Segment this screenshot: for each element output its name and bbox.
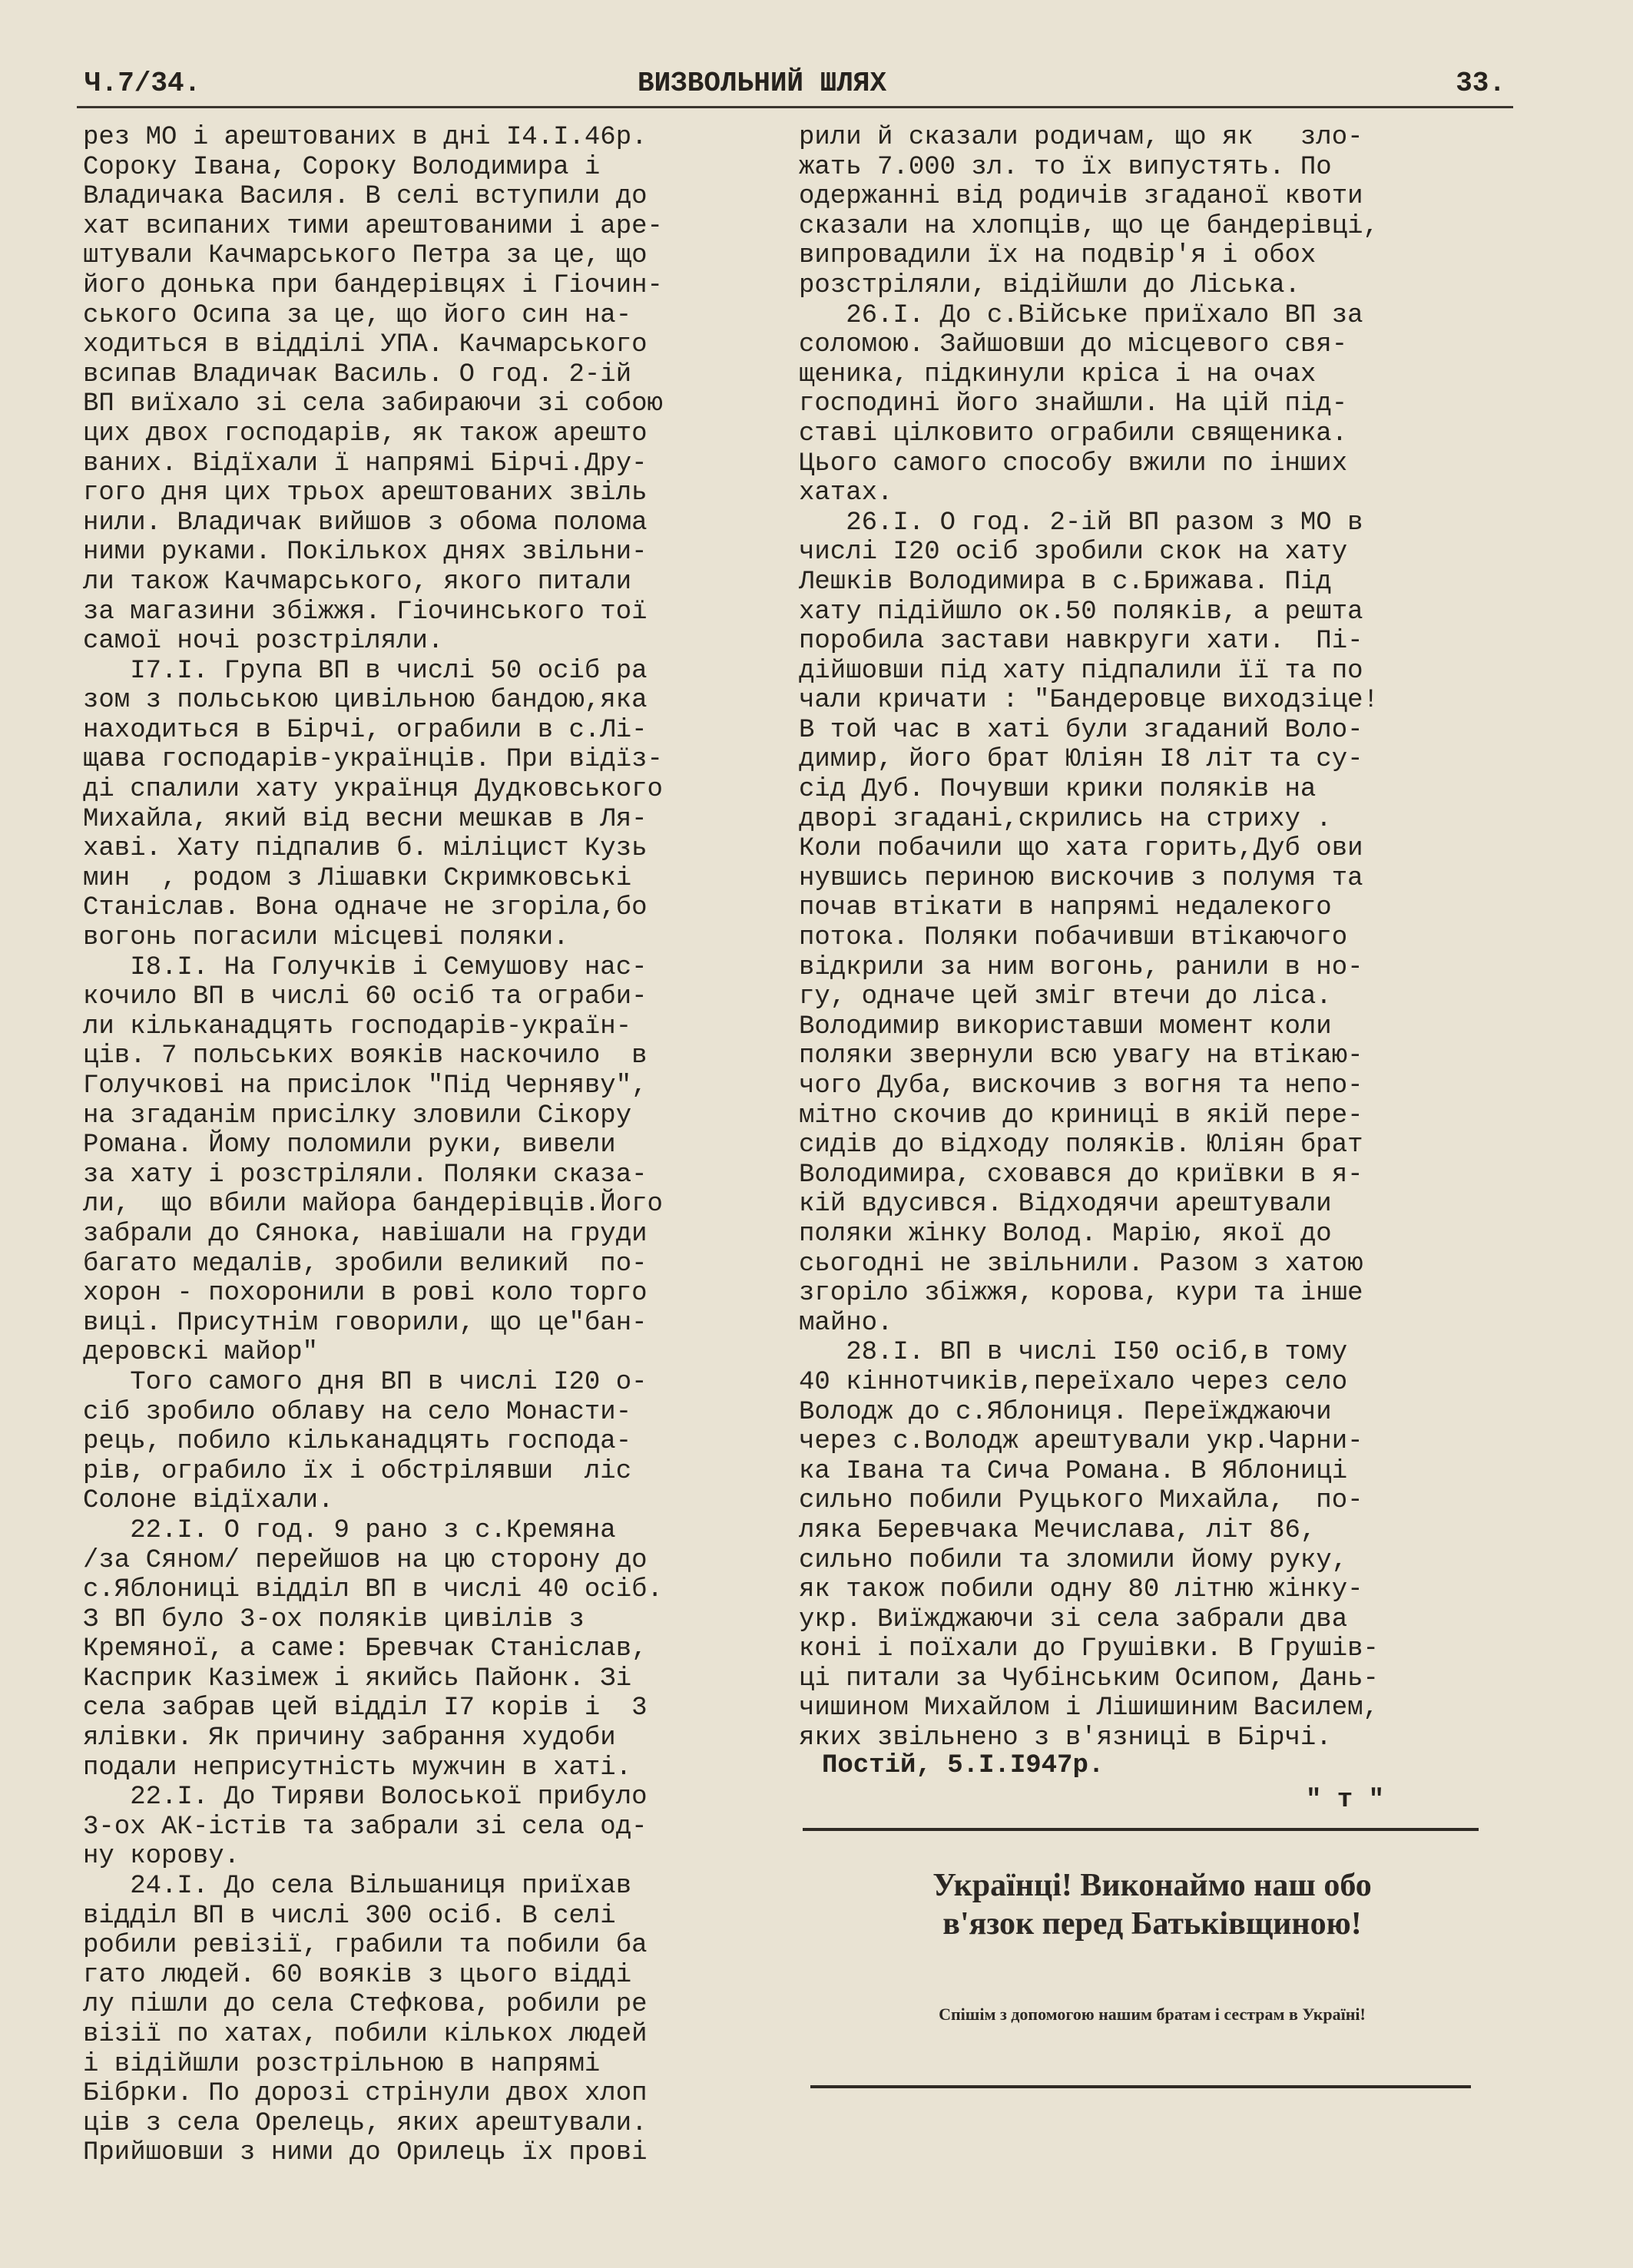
text-line: 28.І. ВП в числі І50 осіб,в тому: [799, 1338, 1348, 1368]
text-line: 26.І. До с.Війське приїхало ВП за: [799, 300, 1363, 330]
text-line: Бібрки. По дорозі стрінули двох хлоп: [83, 2079, 648, 2109]
text-line: Станіслав. Вона одначе не згоріла,бо: [83, 893, 648, 923]
text-line: сильно побили Руцького Михайла, по-: [799, 1486, 1363, 1516]
text-line: ли, що вбили майора бандерівців.Його: [83, 1190, 663, 1220]
text-line: робили ревізії, грабили та побили ба: [83, 1931, 648, 1961]
text-line: Сороку Івана, Сороку Володимира і: [83, 152, 601, 182]
text-line: В той час в хаті були згаданий Воло-: [799, 715, 1363, 745]
text-line: вогонь погасили місцеві поляки.: [83, 923, 569, 953]
text-line: хат всипаних тими арештованими і аре-: [83, 211, 663, 241]
text-line: поробила застави навкруги хати. Пі-: [799, 627, 1363, 657]
text-line: гу, одначе цей зміг втечи до ліса.: [799, 982, 1332, 1012]
text-line: ці питали за Чубінським Осипом, Дань-: [799, 1664, 1379, 1694]
issue-number: Ч.7/34.: [84, 68, 201, 99]
slogan-subline: Спішім з допомогою нашим братам і сестрам в Україні!: [939, 2005, 1366, 2024]
text-line: 24.І. До села Вільшаниця приїхав: [83, 1872, 632, 1902]
publication-title: ВИЗВОЛЬНИЙ ШЛЯХ: [638, 68, 887, 99]
text-line: Коли побачили що хата горить,Дуб ови: [799, 834, 1363, 864]
text-line: за магазини збіжжя. Гіочинського тої: [83, 597, 648, 627]
text-line: забрали до Сянока, навішали на груди: [83, 1219, 648, 1249]
text-line: находиться в Бірчі, ограбили в с.Лі-: [83, 715, 648, 745]
page-header: [84, 68, 1505, 101]
text-line: ців з села Орелець, яких арештували.: [83, 2108, 648, 2138]
text-line: ли також Качмарського, якого питали: [83, 567, 632, 597]
text-line: багато медалів, зробили великий по-: [83, 1249, 648, 1279]
text-line: мин , родом з Лішавки Скримковські: [83, 863, 632, 893]
text-line: поляки жінку Волод. Марію, якої до: [799, 1219, 1332, 1249]
text-line: сказали на хлопців, що це бандерівці,: [799, 211, 1379, 241]
text-line: 22.І. До Тиряви Волоської прибуло: [83, 1783, 648, 1813]
text-line: ка Івана та Сича Романа. В Яблониці: [799, 1456, 1348, 1486]
text-line: кочило ВП в числі 60 осіб та ограби-: [83, 982, 648, 1012]
text-line: Солоне відїхали.: [83, 1486, 334, 1516]
text-line: самої ночі розстріляли.: [83, 627, 444, 657]
slogan-line-1: Українці! Виконаймо наш обо: [932, 1868, 1372, 1903]
text-line: Михайла, який від весни мешкав в Ля-: [83, 804, 648, 834]
text-line: всипав Владичак Василь. О год. 2-ій: [83, 359, 632, 389]
text-line: щава господарів-українців. При відїз-: [83, 745, 663, 775]
text-line: рів, ограбило їх і обстрілявши ліс: [83, 1456, 632, 1486]
text-line: І7.І. Група ВП в числі 50 осіб ра: [83, 656, 648, 686]
text-line: штували Качмарського Петра за це, що: [83, 241, 648, 271]
text-line: Лешків Володимира в с.Брижава. Під: [799, 567, 1332, 597]
place-date-signature: Постій, 5.І.І947р.: [822, 1751, 1105, 1780]
text-line: чишином Михайлом і Лішишиним Василем,: [799, 1694, 1379, 1723]
text-line: за хату і розстріляли. Поляки сказа-: [83, 1160, 648, 1190]
text-line: відкрили за ним вогонь, ранили в но-: [799, 952, 1363, 982]
text-line: одержанні від родичів згаданої квоти: [799, 182, 1363, 212]
text-line: Того самого дня ВП в числі І20 о-: [83, 1367, 648, 1397]
text-line: гого дня цих трьох арештованих звіль: [83, 478, 648, 508]
text-line: с.Яблониці відділ ВП в числі 40 осіб.: [83, 1575, 663, 1605]
text-line: ляка Беревчака Мечислава, літ 86,: [799, 1515, 1317, 1545]
text-line: дворі згадані,скрились на стриху .: [799, 804, 1332, 834]
text-line: сидів до відходу поляків. Юліян брат: [799, 1131, 1363, 1160]
section-divider: [803, 1828, 1479, 1831]
text-line: сьогодні не звільнили. Разом з хатою: [799, 1249, 1363, 1279]
left-column: [83, 123, 759, 2168]
page-number: 33.: [1456, 68, 1505, 99]
text-line: 40 кіннотчиків,переїхало через село: [799, 1367, 1348, 1397]
text-line: дійшовши під хату підпалили її та по: [799, 656, 1363, 686]
text-line: почав втікати в напрямі недалекого: [799, 893, 1332, 923]
text-line: зом з польською цивільною бандою,яка: [83, 686, 648, 716]
text-line: Володж до с.Яблониця. Переїжджаючи: [799, 1397, 1332, 1427]
text-line: хату підійшло ок.50 поляків, а решта: [799, 597, 1363, 627]
text-line: Прийшовши з ними до Орилець їх прові: [83, 2138, 648, 2168]
text-line: подали неприсутність мужчин в хаті.: [83, 1753, 632, 1783]
text-line: майно.: [799, 1308, 893, 1338]
text-line: села забрав цей відділ І7 корів і 3: [83, 1694, 648, 1723]
text-line: кій вдусився. Відходячи арештували: [799, 1190, 1332, 1220]
text-line: ваних. Відїхали ї напрямі Бірчі.Дру-: [83, 449, 648, 478]
text-line: через с.Володж арештували укр.Чарни-: [799, 1427, 1363, 1457]
text-line: деровскі майор": [83, 1338, 319, 1368]
text-line: нили. Владичак вийшов з обома полома: [83, 508, 648, 538]
text-line: ВП виїхало зі села забираючи зі собою: [83, 389, 663, 419]
text-line: 22.І. О год. 9 рано з с.Кремяна: [83, 1515, 616, 1545]
text-line: ну корову.: [83, 1842, 240, 1872]
text-line: рез МО і арештованих в дні І4.І.46р.: [83, 123, 648, 152]
text-line: ців. 7 польських вояків наскочило в: [83, 1041, 648, 1071]
text-line: цих двох господарів, як також арешто: [83, 419, 648, 449]
text-line: числі І20 осіб зробили скок на хату: [799, 538, 1348, 568]
text-line: поляки звернули всю увагу на втікаю-: [799, 1041, 1363, 1071]
bottom-rule: [810, 2085, 1471, 2088]
author-initials: " т ": [1306, 1786, 1385, 1815]
text-line: його донька при бандерівцях і Гіочин-: [83, 270, 663, 300]
text-line: сіб зробило облаву на село Монасти-: [83, 1397, 632, 1427]
text-line: господині його знайшли. На цій під-: [799, 389, 1348, 419]
text-line: щеника, підкинули кріса і на очах: [799, 359, 1317, 389]
text-line: потока. Поляки побачивши втікаючого: [799, 923, 1348, 953]
header-rule: [77, 106, 1513, 108]
text-line: /за Сяном/ перейшов на цю сторону до: [83, 1545, 648, 1575]
text-line: укр. Виїжджаючи зі села забрали два: [799, 1604, 1348, 1634]
text-line: хаві. Хату підпалив б. міліцист Кузь: [83, 834, 648, 864]
text-line: хатах.: [799, 478, 893, 508]
text-line: З ВП було 3-ох поляків цивілів з: [83, 1604, 585, 1634]
text-line: коні і поїхали до Грушівки. В Грушів-: [799, 1634, 1379, 1664]
text-line: Цього самого способу вжили по інших: [799, 449, 1348, 478]
text-line: ді спалили хату українця Дудковського: [83, 775, 663, 805]
text-line: рець, побило кільканадцять господа-: [83, 1427, 632, 1457]
text-line: ними руками. Покількох днях звільни-: [83, 538, 648, 568]
text-line: ставі цілковито ограбили священика.: [799, 419, 1348, 449]
text-line: ського Осипа за це, що його син на-: [83, 300, 632, 330]
text-line: жать 7.000 зл. то їх випустять. По: [799, 152, 1332, 182]
text-line: сід Дуб. Почувши крики поляків на: [799, 775, 1317, 805]
text-line: Володимир використавши момент коли: [799, 1011, 1332, 1041]
text-line: виці. Присутнім говорили, що це"бан-: [83, 1308, 648, 1338]
text-line: на згаданім присілку зловили Сікору: [83, 1101, 632, 1131]
text-line: відділ ВП в числі 300 осіб. В селі: [83, 1901, 616, 1931]
text-line: чого Дуба, вискочив з вогня та непо-: [799, 1071, 1363, 1101]
text-line: лу пішли до села Стефкова, робили ре: [83, 1990, 648, 2020]
text-line: Владичака Василя. В селі вступили до: [83, 182, 648, 212]
text-line: гато людей. 60 вояків з цього відді: [83, 1960, 632, 1990]
text-line: як також побили одну 80 літню жінку-: [799, 1575, 1363, 1605]
text-line: 26.І. О год. 2-ій ВП разом з МО в: [799, 508, 1363, 538]
text-line: димир, його брат Юліян І8 літ та су-: [799, 745, 1363, 775]
slogan: [814, 1866, 1490, 1943]
text-line: і відійшли розстрільною в напрямі: [83, 2049, 601, 2079]
text-line: чали кричати : "Бандеровце виходзіце!: [799, 686, 1379, 716]
text-line: яких звільнено з в'язниці в Бірчі.: [799, 1723, 1332, 1753]
text-line: Голучкові на присілок "Під Черняву",: [83, 1071, 648, 1101]
text-line: хорон - похоронили в рові коло торго: [83, 1279, 648, 1309]
text-line: нувшись периною вискочив з полумя та: [799, 863, 1363, 893]
text-line: ли кільканадцять господарів-україн-: [83, 1011, 632, 1041]
text-line: ялівки. Як причину забрання худоби: [83, 1723, 616, 1753]
text-line: Романа. Йому поломили руки, вивели: [83, 1131, 616, 1160]
text-line: Касприк Казімеж і якийсь Пайонк. Зі: [83, 1664, 632, 1694]
text-line: згоріло збіжжя, корова, кури та інше: [799, 1279, 1363, 1309]
text-line: випровадили їх на подвір'я і обох: [799, 241, 1317, 271]
text-line: ходиться в відділі УПА. Качмарського: [83, 330, 648, 360]
right-column: [799, 123, 1475, 1859]
text-line: сильно побили та зломили йому руку,: [799, 1545, 1348, 1575]
text-line: розстріляли, відійшли до Ліська.: [799, 270, 1300, 300]
text-line: Володимира, сховався до криївки в я-: [799, 1160, 1363, 1190]
text-line: мітно скочив до криниці в якій пере-: [799, 1101, 1363, 1131]
text-line: соломою. Зайшовши до місцевого свя-: [799, 330, 1348, 360]
slogan-line-2: в'язок перед Батьківщиною!: [942, 1906, 1362, 1942]
text-line: І8.І. На Голучків і Семушову нас-: [83, 952, 648, 982]
text-line: рили й сказали родичам, що як зло-: [799, 123, 1363, 152]
text-line: візії по хатах, побили кількох людей: [83, 2020, 648, 2049]
text-line: 3-ох АК-істів та забрали зі села од-: [83, 1812, 648, 1842]
text-line: Кремяної, а саме: Бревчак Станіслав,: [83, 1634, 648, 1664]
